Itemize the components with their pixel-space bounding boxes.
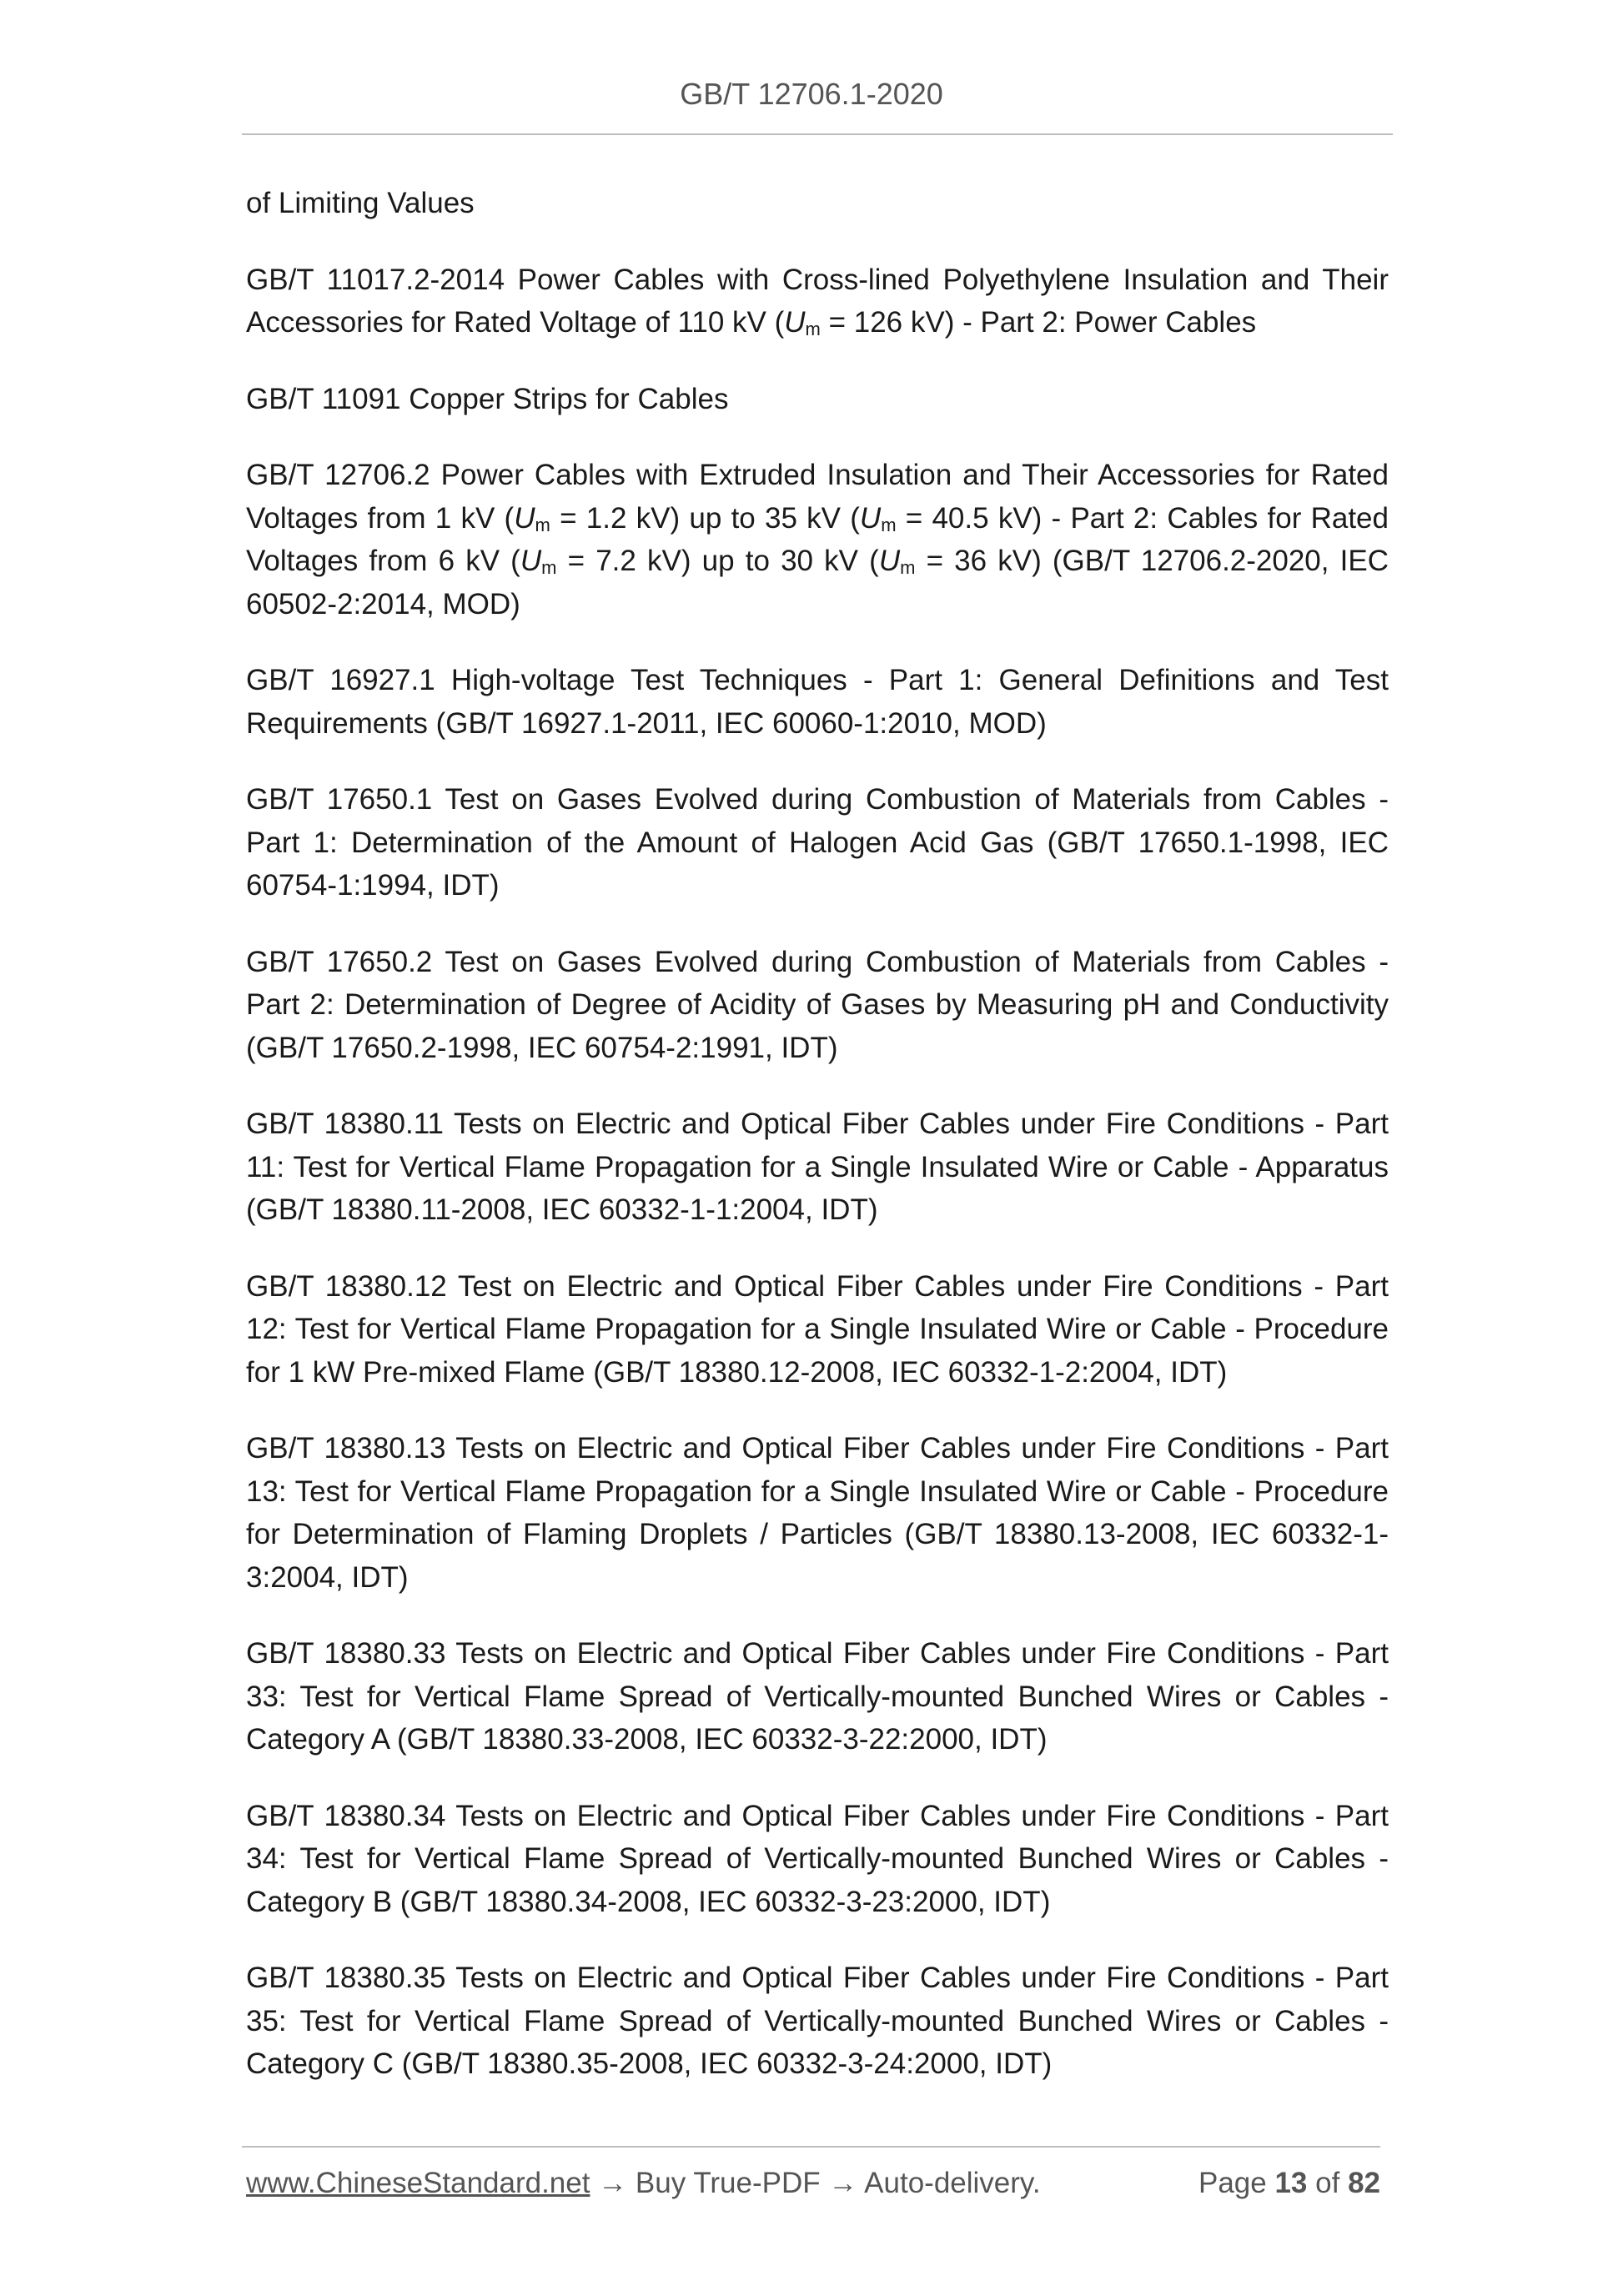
site-link[interactable]: www.ChineseStandard.net — [246, 2167, 590, 2199]
document-number: GB/T 12706.1-2020 — [680, 77, 943, 111]
current-page-number: 13 — [1274, 2167, 1308, 2199]
reference-gbt-12706-2: GB/T 12706.2 Power Cables with Extruded Insulation and Their Accessories for Rated Voltages from 1 kV ($U_m = 1.2$ kV) up to 35 kV ($U_m = 40.5$ kV) - Part 2: Cables for Rated Voltages from 6 kV ($U_m = 7.2$ kV) up to 30 kV ($U_m = 36$ kV) (GB/T 12706.2-2020, IEC 60502-2:2014, MOD) — [246, 459, 1389, 620]
header-divider — [242, 133, 1393, 135]
reference-gbt-16927-1: GB/T 16927.1 High-voltage Test Techniques - Part 1: General Definitions and Test Requirements (GB/T 16927.1-2011, IEC 60060-1:2010, MOD) — [246, 664, 1389, 740]
page-footer — [246, 2167, 1380, 2200]
page-header — [0, 77, 1623, 112]
reference-gbt-18380-33: GB/T 18380.33 Tests on Electric and Optical Fiber Cables under Fire Conditions - Part 33: Test for Vertical Flame Spread of Vertically-mounted Bunched Wires or Cables - Category A (GB/T 18380.33-2008, IEC 60332-3-22:2000, IDT) — [246, 1637, 1389, 1756]
reference-gbt-18380-35: GB/T 18380.35 Tests on Electric and Optical Fiber Cables under Fire Conditions - Part 35: Test for Vertical Flame Spread of Vertically-mounted Bunched Wires or Cables - Category C (GB/T 18380.35-2008, IEC 60332-3-24:2000, IDT) — [246, 1962, 1389, 2080]
reference-gbt-18380-11: GB/T 18380.11 Tests on Electric and Optical Fiber Cables under Fire Conditions - Part 11: Test for Vertical Flame Propagation for a Single Insulated Wire or Cable - Apparatus (GB/T 18380.11-2008, IEC 60332-1-1:2004, IDT) — [246, 1108, 1389, 1226]
reference-gbt-11017-2: GB/T 11017.2-2014 Power Cables with Cross-lined Polyethylene Insulation and Their Accessories for Rated Voltage of 110 kV ($U_m = 126$ kV) - Part 2: Power Cables — [246, 263, 1389, 339]
footer-tagline: → Buy True-PDF → Auto-delivery. — [590, 2167, 1041, 2199]
reference-gbt-17650-2: GB/T 17650.2 Test on Gases Evolved during Combustion of Materials from Cables - Part 2: Determination of Degree of Acidity of Gases by Measuring pH and Conductivity (GB/T 17650.2-1998, IEC 60754-2:1991, IDT) — [246, 945, 1389, 1064]
footer-divider — [242, 2146, 1380, 2148]
normative-references-list — [246, 182, 1389, 2119]
reference-gbt-17650-1: GB/T 17650.1 Test on Gases Evolved during Combustion of Materials from Cables - Part 1: Determination of the Amount of Halogen Acid Gas (GB/T 17650.1-1998, IEC 60754-1:1994, IDT) — [246, 783, 1389, 902]
reference-gbt-18380-34: GB/T 18380.34 Tests on Electric and Optical Fiber Cables under Fire Conditions - Part 34: Test for Vertical Flame Spread of Vertically-mounted Bunched Wires or Cables - Category B (GB/T 18380.34-2008, IEC 60332-3-23:2000, IDT) — [246, 1799, 1389, 1918]
page-indicator: Page 13 of 82 — [1198, 2167, 1380, 2199]
total-pages: 82 — [1348, 2167, 1380, 2199]
reference-gbt-18380-13: GB/T 18380.13 Tests on Electric and Optical Fiber Cables under Fire Conditions - Part 13: Test for Vertical Flame Propagation for a Single Insulated Wire or Cable - Procedure for Determination of Flaming Droplets / Particles (GB/T 18380.13-2008, IEC 60332-1-3:2004, IDT) — [246, 1432, 1389, 1594]
reference-gbt-11091: GB/T 11091 Copper Strips for Cables — [246, 382, 729, 415]
reference-gbt-18380-12: GB/T 18380.12 Test on Electric and Optical Fiber Cables under Fire Conditions - Part 12: Test for Vertical Flame Propagation for a Single Insulated Wire or Cable - Procedure for 1 kW Pre-mixed Flame (GB/T 18380.12-2008, IEC 60332-1-2:2004, IDT) — [246, 1269, 1389, 1389]
reference-continuation: of Limiting Values — [246, 187, 475, 219]
